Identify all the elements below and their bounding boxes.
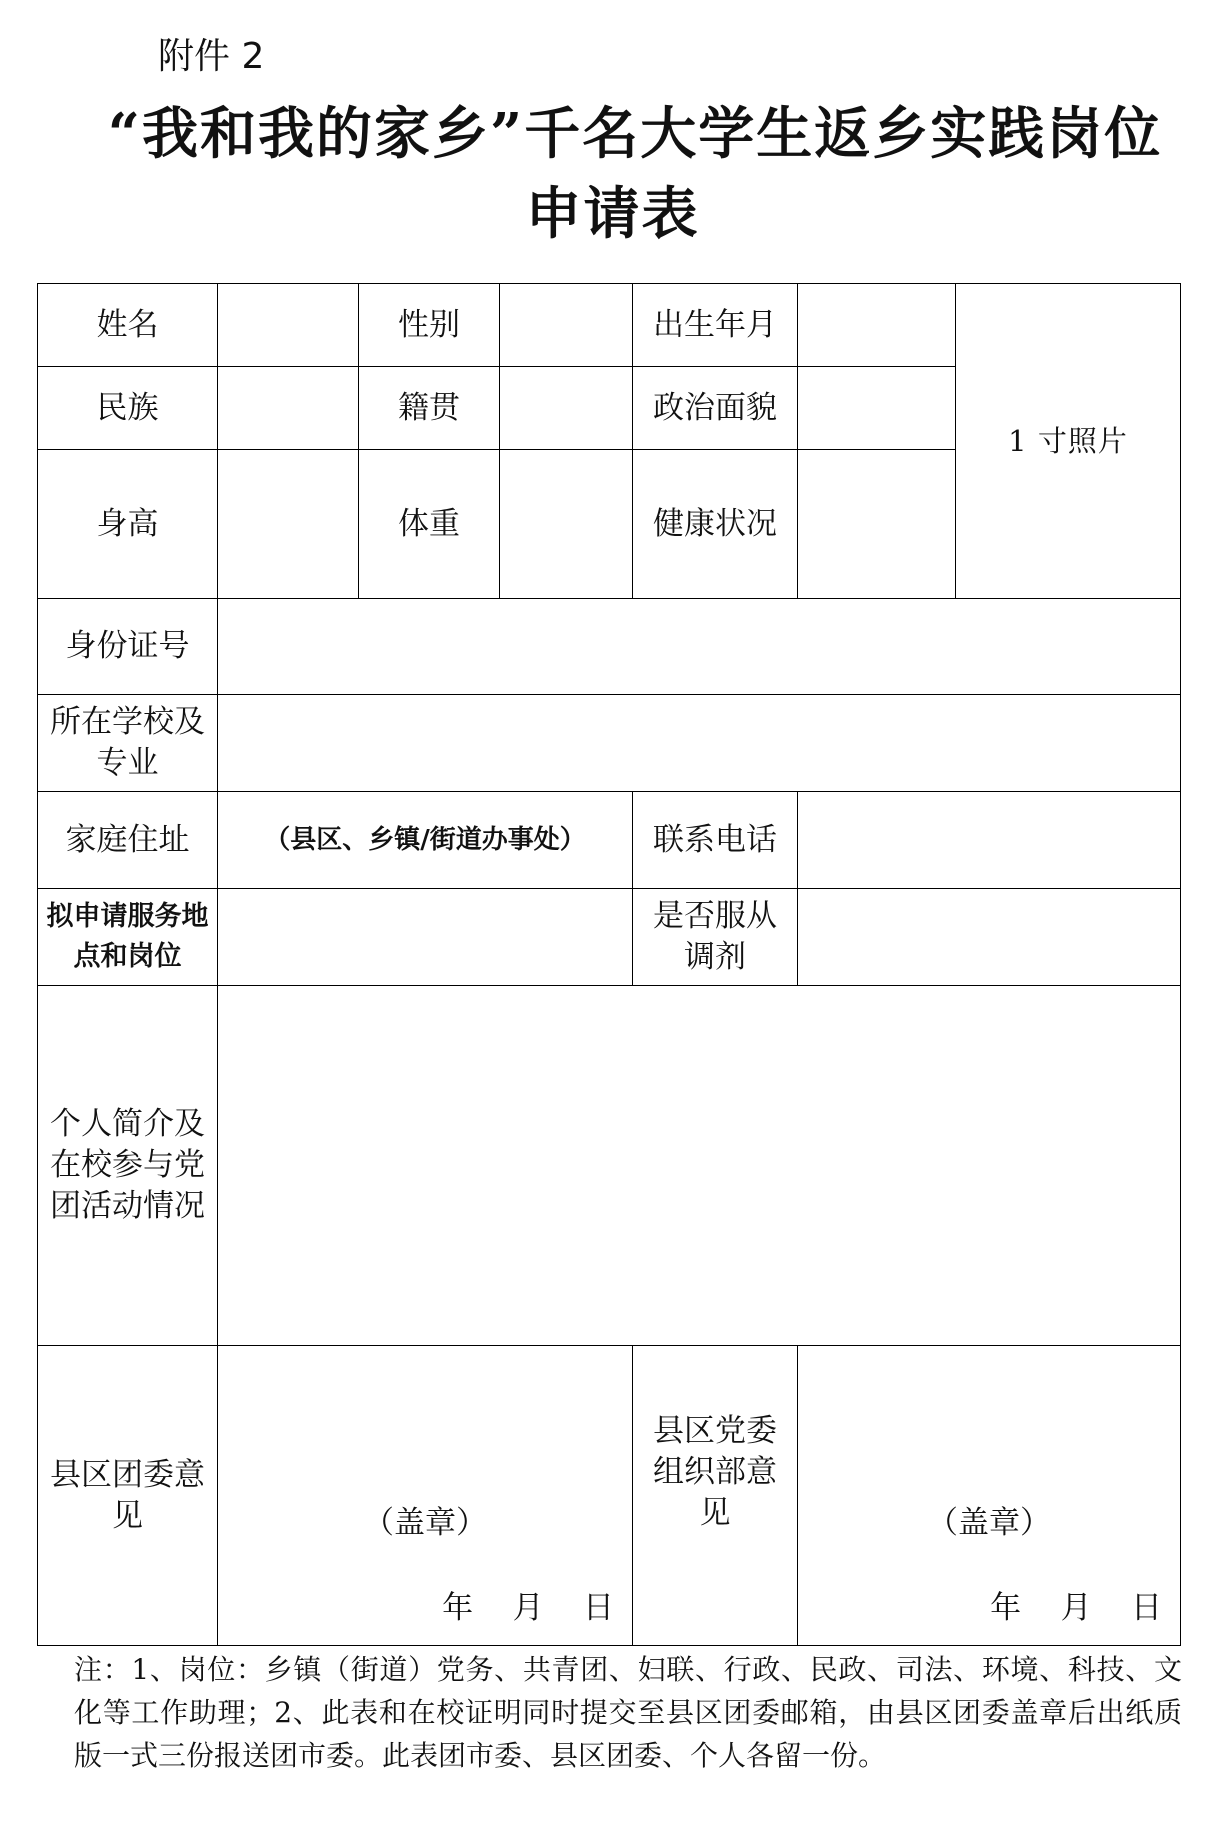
seal-label-party: （盖章）	[927, 1504, 1051, 1541]
county-party-sign-area[interactable]	[798, 1346, 1181, 1646]
field-height[interactable]	[218, 450, 359, 599]
field-school-major[interactable]	[218, 695, 1181, 792]
label-name: 姓名	[38, 284, 218, 367]
label-profile: 个人简介及在校参与党团活动情况	[38, 986, 218, 1346]
label-weight: 体重	[359, 450, 500, 599]
field-native-place[interactable]	[500, 367, 633, 450]
label-gender: 性别	[359, 284, 500, 367]
date-label-league: 年 月 日	[442, 1589, 614, 1626]
field-phone[interactable]	[798, 792, 1181, 889]
field-name[interactable]	[218, 284, 359, 367]
field-gender[interactable]	[500, 284, 633, 367]
label-ethnicity: 民族	[38, 367, 218, 450]
field-birth[interactable]	[798, 284, 956, 367]
label-service-place: 拟申请服务地点和岗位	[38, 889, 218, 986]
label-political-status: 政治面貌	[633, 367, 798, 450]
seal-label-league: （盖章）	[363, 1504, 487, 1541]
label-county-league-opinion: 县区团委意见	[38, 1346, 218, 1646]
footnote: 注：1、岗位：乡镇（街道）党务、共青团、妇联、行政、民政、司法、环境、科技、文化等工作助理；2、此表和在校证明同时提交至县区团委邮箱，由县区团委盖章后出纸质版一式三份报送团市委。此表团市委、县区团委、个人各留一份。	[74, 1653, 1182, 1772]
label-phone: 联系电话	[633, 792, 798, 889]
date-label-party: 年 月 日	[990, 1589, 1162, 1626]
field-ethnicity[interactable]	[218, 367, 359, 450]
label-accept-adjust: 是否服从调剂	[633, 889, 798, 986]
label-id-number: 身份证号	[38, 599, 218, 695]
label-home-address: 家庭住址	[38, 792, 218, 889]
label-birth: 出生年月	[633, 284, 798, 367]
form-title-line1: “我和我的家乡”千名大学生返乡实践岗位	[107, 101, 1163, 167]
label-native-place: 籍贯	[359, 367, 500, 450]
field-health[interactable]	[798, 450, 956, 599]
form-title-line2: 申请表	[525, 181, 700, 247]
label-height: 身高	[38, 450, 218, 599]
application-form-table	[37, 283, 1181, 1646]
field-accept-adjust[interactable]	[798, 889, 1181, 986]
label-school-major: 所在学校及专业	[38, 695, 218, 792]
field-home-address[interactable]: （县区、乡镇/街道办事处）	[218, 792, 633, 889]
field-political-status[interactable]	[798, 367, 956, 450]
county-league-sign-area[interactable]	[218, 1346, 633, 1646]
field-profile[interactable]	[218, 986, 1181, 1346]
field-weight[interactable]	[500, 450, 633, 599]
photo-box[interactable]: 1 寸照片	[956, 284, 1181, 599]
field-service-place[interactable]	[218, 889, 633, 986]
attachment-label: 附件 2	[158, 36, 265, 77]
label-county-party-opinion: 县区党委组织部意见	[633, 1346, 798, 1646]
label-health: 健康状况	[633, 450, 798, 599]
field-id-number[interactable]	[218, 599, 1181, 695]
